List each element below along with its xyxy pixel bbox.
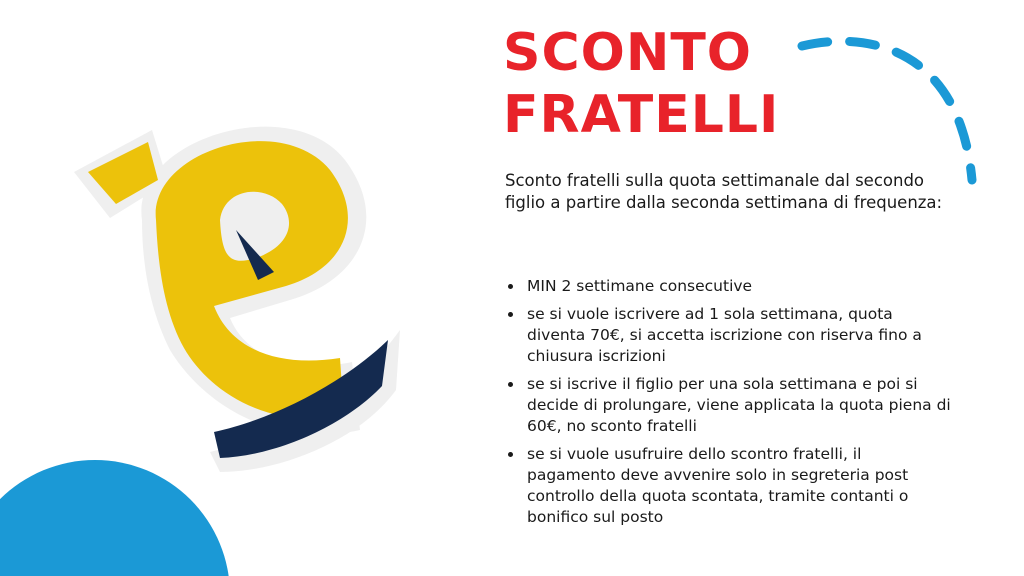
- title-line-2: FRATELLI: [503, 85, 780, 145]
- list-item: se si vuole usufruire dello scontro fratelli, il pagamento deve avvenire solo in segreteria post controllo della quota scontata, tramite contanti o bonifico sul posto: [505, 444, 955, 528]
- slide-title: [503, 22, 803, 146]
- list-item: se si iscrive il figlio per una sola settimana e poi si decide di prolungare, viene applicata la quota piena di 60€, no sconto fratelli: [505, 374, 955, 437]
- conditions-list: [505, 276, 955, 535]
- list-item: se si vuole iscrivere ad 1 sola settimana, quota diventa 70€, si accetta iscrizione con riserva fino a chiusura iscrizioni: [505, 304, 955, 367]
- intro-text: Sconto fratelli sulla quota settimanale dal secondo figlio a partire dalla seconda settimana di frequenza:: [505, 171, 943, 212]
- e-letter-logo-icon: [60, 100, 400, 480]
- list-item: MIN 2 settimane consecutive: [505, 276, 955, 297]
- dashed-arc-decoration-icon: [790, 30, 990, 190]
- title-line-1: SCONTO: [503, 23, 753, 83]
